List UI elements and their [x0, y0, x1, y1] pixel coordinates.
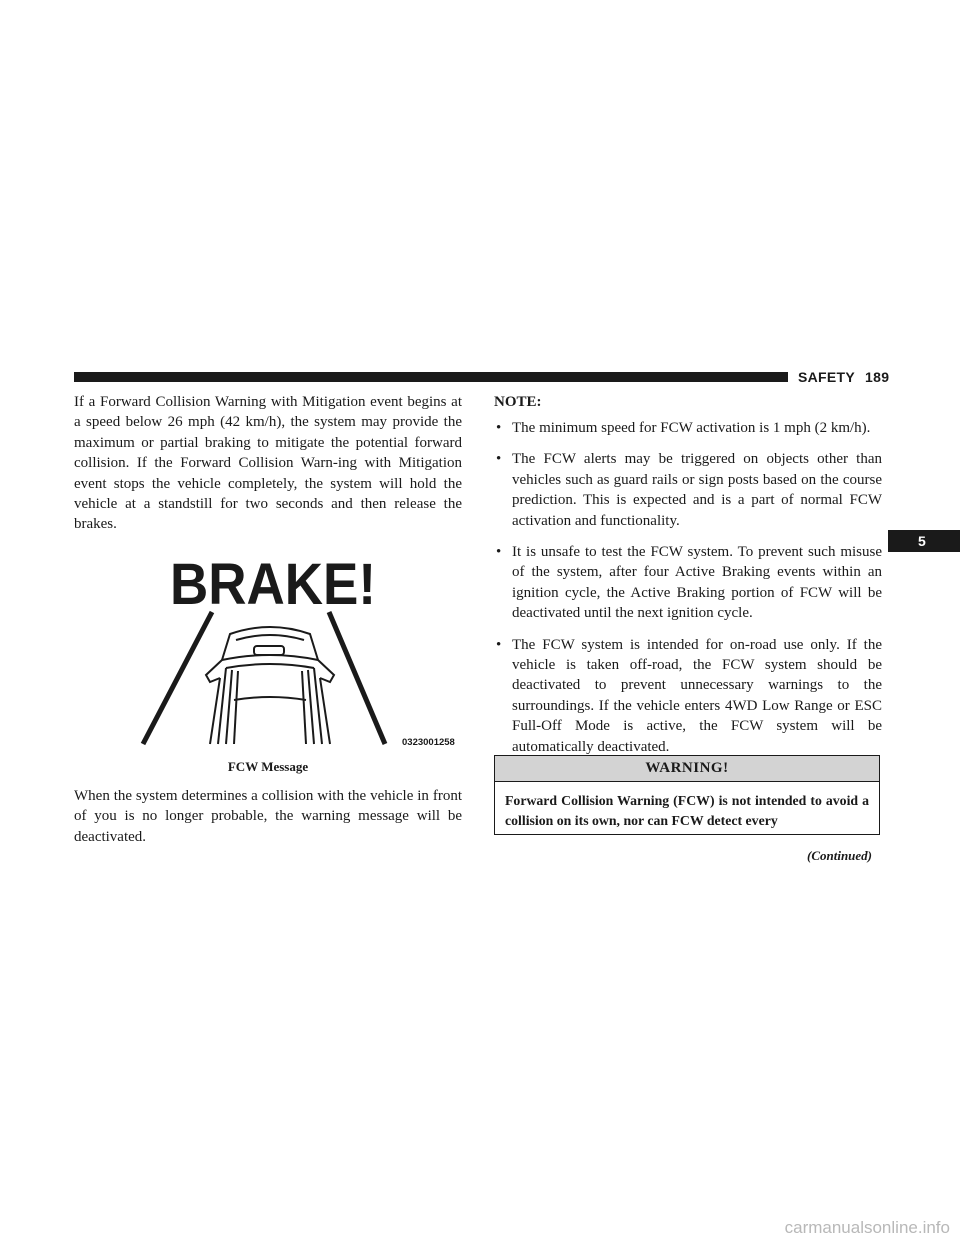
left-guide-line — [143, 612, 212, 744]
list-item — [494, 635, 882, 757]
bullet-text: The minimum speed for FCW activation is 1 mph (2 km/h). — [512, 420, 871, 436]
right-column — [494, 392, 882, 768]
figure-caption: FCW Message — [227, 759, 309, 774]
bullet-text: It is unsafe to test the FCW system. To prevent such misuse of the system, after four Active Braking events within an ignition cycle, the Active Braking portion of FCW will be deactivated until the next ignition cycle. — [512, 544, 882, 622]
fcw-message-figure — [140, 550, 462, 746]
warning-text: Forward Collision Warning (FCW) is not intended to avoid a collision on its own, nor can FCW detect every — [505, 793, 869, 829]
header-rule — [74, 372, 788, 382]
list-item — [494, 418, 882, 438]
warning-box — [494, 755, 880, 835]
page-number: 189 — [865, 369, 890, 385]
paragraph-deactivation: When the system determines a collision with the vehicle in front of you is no longer probable, the warning message will be deactivated. — [74, 788, 462, 845]
list-item — [494, 542, 882, 624]
figure-image-id: 0323001258 — [402, 737, 455, 746]
note-heading: NOTE: — [494, 394, 542, 410]
chapter-number: 5 — [918, 533, 926, 549]
watermark: carmanualsonline.info — [784, 1218, 950, 1237]
paragraph-mitigation: If a Forward Collision Warning with Mitigation event begins at a speed below 26 mph (42 km/h), the system may provide the maximum or partial braking to mitigate the potential forward collision. If the Forward Collision Warn-ing with Mitigation event stops the vehicle completely, the system will hold the vehicle at a standstill for two seconds and then release the brakes. — [74, 394, 462, 533]
note-bullet-list — [494, 418, 882, 757]
chapter-tab — [888, 530, 960, 552]
warning-title: WARNING! — [495, 756, 879, 782]
brake-display-text: BRAKE! — [170, 552, 376, 617]
continued-label: (Continued) — [806, 848, 872, 863]
bullet-text: The FCW alerts may be triggered on objects other than vehicles such as guard rails or sign posts based on the course prediction. This is expected and is a part of normal FCW activation and functionality. — [512, 451, 882, 529]
running-header — [798, 366, 888, 388]
bullet-text: The FCW system is intended for on-road use only. If the vehicle is taken off-road, the FCW system should be deactivated to prevent unnecessary warnings to the surroundings. If the vehicle enters 4WD Low Range or ESC Full-Off Mode is active, the FCW system will be automatically deactivated. — [512, 636, 882, 755]
list-item — [494, 449, 882, 531]
car-rear-outline — [206, 627, 334, 744]
bullet-glyph: • — [496, 451, 502, 468]
right-guide-line — [329, 612, 385, 744]
bullet-glyph: • — [496, 544, 502, 561]
fcw-message-illustration — [140, 550, 462, 746]
left-column-lower — [74, 786, 462, 847]
bullet-glyph: • — [496, 420, 502, 436]
bullet-glyph: • — [496, 636, 502, 653]
section-title: SAFETY — [798, 369, 856, 385]
left-column — [74, 392, 462, 535]
